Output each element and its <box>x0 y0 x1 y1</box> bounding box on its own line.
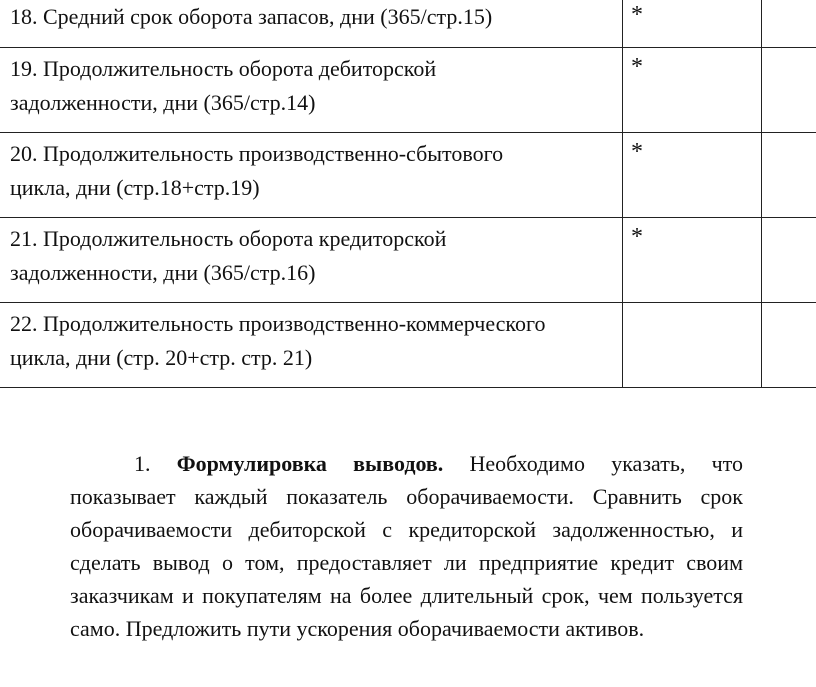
value-cell <box>623 303 762 388</box>
conclusion-body: Необходимо указать, что показывает каждый показатель оборачиваемости. Сравнить срок оборачиваемости дебиторской с кредиторской задолженностью, и сделать вывод о том, предоставляет ли предприятие кредит своим заказчикам и покупателям на более длительный срок, чем пользуется само. Предложить пути ускорения оборачиваемости активов. <box>70 451 743 641</box>
indicator-cell <box>0 133 623 218</box>
value-cell <box>623 133 762 218</box>
conclusion-heading: Формулировка выводов. <box>176 451 444 476</box>
table-row-20 <box>0 133 816 218</box>
indicator-label: 18. Средний срок оборота запасов, дни (365/стр.15) <box>10 4 493 29</box>
asterisk-mark: * <box>631 224 643 250</box>
conclusion-paragraph <box>70 447 743 645</box>
value-cell <box>623 0 762 48</box>
value-cell <box>623 48 762 133</box>
extra-cell <box>762 0 816 48</box>
asterisk-mark: * <box>631 139 643 165</box>
asterisk-mark <box>623 303 761 307</box>
table-row-21 <box>0 218 816 303</box>
extra-cell <box>762 133 816 218</box>
indicator-label: 21. Продолжительность оборота кредиторской задолженности, дни (365/стр.16) <box>10 226 447 285</box>
asterisk-mark: * <box>631 54 643 80</box>
indicator-cell <box>0 0 623 48</box>
table-row-18 <box>0 0 816 48</box>
table-row-19 <box>0 48 816 133</box>
indicator-label: 20. Продолжительность производственно-сбытового цикла, дни (стр.18+стр.19) <box>10 141 504 200</box>
indicator-cell <box>0 48 623 133</box>
asterisk-mark: * <box>631 2 643 28</box>
indicator-label: 22. Продолжительность производственно-коммерческого цикла, дни (стр. 20+стр. стр. 21) <box>10 311 546 370</box>
item-number: 1. <box>134 451 151 476</box>
indicator-label: 19. Продолжительность оборота дебиторской задолженности, дни (365/стр.14) <box>10 56 437 115</box>
value-cell <box>623 218 762 303</box>
extra-cell <box>762 48 816 133</box>
extra-cell <box>762 303 816 388</box>
extra-cell <box>762 218 816 303</box>
indicator-cell <box>0 303 623 388</box>
indicator-cell <box>0 218 623 303</box>
table-row-22 <box>0 303 816 388</box>
